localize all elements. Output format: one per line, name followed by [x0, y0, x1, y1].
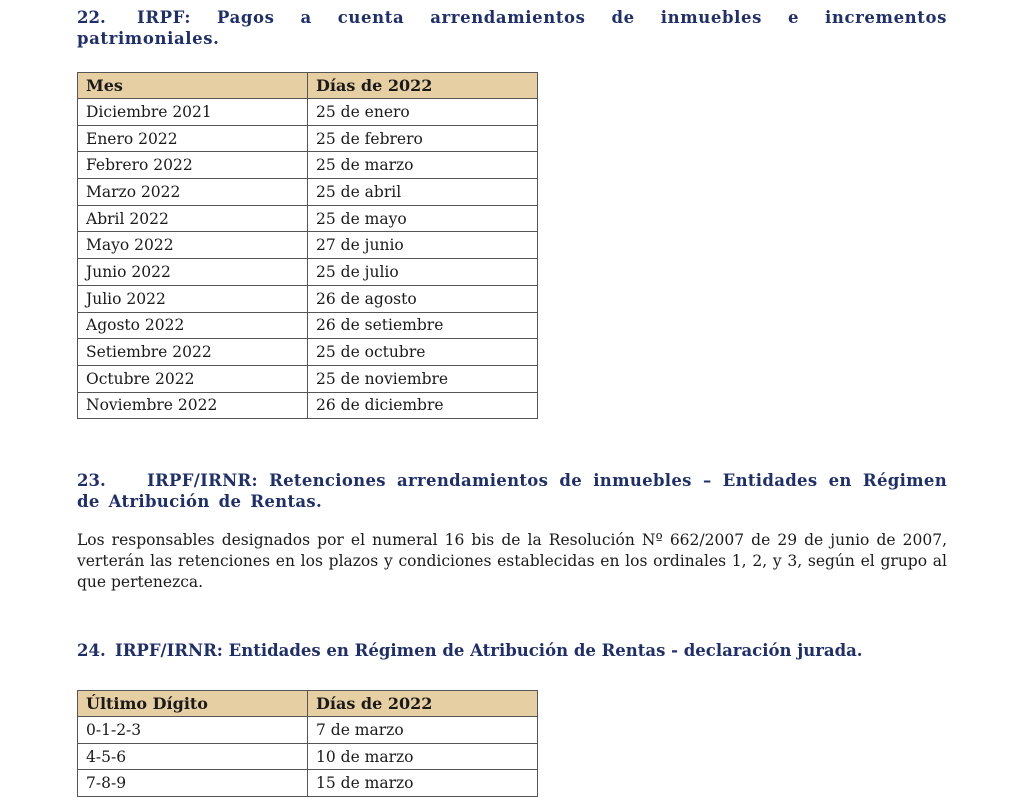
- cell-dia: 27 de junio: [308, 232, 538, 259]
- table-row: [78, 259, 538, 286]
- table-row: [78, 770, 538, 797]
- section-23-number: 23.: [77, 471, 106, 490]
- cell-dia: 15 de marzo: [308, 770, 538, 797]
- table-header-row: [78, 691, 538, 717]
- cell-digito: 0-1-2-3: [78, 717, 308, 744]
- table-row: [78, 312, 538, 339]
- cell-dia: 25 de marzo: [308, 152, 538, 179]
- section-23-body: Los responsables designados por el numeral 16 bis de la Resolución Nº 662/2007 de 29 de junio de 2007, verterán las retenciones en los plazos y condiciones establecidas en los ordinales 1, 2, y 3, según el grupo al que pertenezca.: [77, 531, 947, 591]
- table-row: [78, 205, 538, 232]
- table-row: [78, 365, 538, 392]
- column-header-ultimo-digito: Último Dígito: [78, 691, 308, 717]
- table-row: [78, 99, 538, 126]
- cell-dia: 26 de diciembre: [308, 392, 538, 419]
- cell-mes: Junio 2022: [78, 259, 308, 286]
- cell-mes: Julio 2022: [78, 285, 308, 312]
- section-22-heading: [77, 7, 947, 49]
- cell-dia: 25 de octubre: [308, 339, 538, 366]
- column-header-mes: Mes: [78, 73, 308, 99]
- table-row: [78, 125, 538, 152]
- cell-mes: Diciembre 2021: [78, 99, 308, 126]
- cell-dia: 26 de setiembre: [308, 312, 538, 339]
- table-row: [78, 717, 538, 744]
- cell-mes: Febrero 2022: [78, 152, 308, 179]
- section-24-number: 24.: [77, 641, 106, 660]
- cell-mes: Noviembre 2022: [78, 392, 308, 419]
- cell-mes: Abril 2022: [78, 205, 308, 232]
- cell-dia: 25 de mayo: [308, 205, 538, 232]
- column-header-dias: Días de 2022: [308, 73, 538, 99]
- section-23-heading: [77, 470, 947, 512]
- cell-mes: Enero 2022: [78, 125, 308, 152]
- table-header-row: [78, 73, 538, 99]
- table-row: [78, 179, 538, 206]
- table-row: [78, 392, 538, 419]
- cell-dia: 25 de febrero: [308, 125, 538, 152]
- cell-dia: 25 de julio: [308, 259, 538, 286]
- cell-dia: 25 de enero: [308, 99, 538, 126]
- cell-digito: 7-8-9: [78, 770, 308, 797]
- cell-mes: Marzo 2022: [78, 179, 308, 206]
- cell-digito: 4-5-6: [78, 743, 308, 770]
- cell-dia: 26 de agosto: [308, 285, 538, 312]
- table-row: [78, 232, 538, 259]
- table-row: [78, 339, 538, 366]
- table-row: [78, 285, 538, 312]
- section-23-title: IRPF/IRNR: Retenciones arrendamientos de inmuebles – Entidades en Régimen de Atribución de Rentas.: [77, 471, 947, 511]
- table-row: [78, 743, 538, 770]
- column-header-dias: Días de 2022: [308, 691, 538, 717]
- table-row: [78, 152, 538, 179]
- cell-mes: Agosto 2022: [78, 312, 308, 339]
- cell-mes: Octubre 2022: [78, 365, 308, 392]
- section-22-title: IRPF: Pagos a cuenta arrendamientos de inmuebles e incrementos patrimoniales.: [77, 8, 947, 48]
- cell-mes: Mayo 2022: [78, 232, 308, 259]
- cell-dia: 25 de noviembre: [308, 365, 538, 392]
- section-24-heading: [77, 640, 947, 661]
- cell-dia: 7 de marzo: [308, 717, 538, 744]
- cell-dia: 25 de abril: [308, 179, 538, 206]
- cell-mes: Setiembre 2022: [78, 339, 308, 366]
- declaration-dates-table: [77, 690, 538, 797]
- section-24-title: IRPF/IRNR: Entidades en Régimen de Atribución de Rentas - declaración jurada.: [115, 641, 863, 660]
- monthly-payments-table: [77, 72, 538, 419]
- section-22-number: 22.: [77, 8, 106, 27]
- cell-dia: 10 de marzo: [308, 743, 538, 770]
